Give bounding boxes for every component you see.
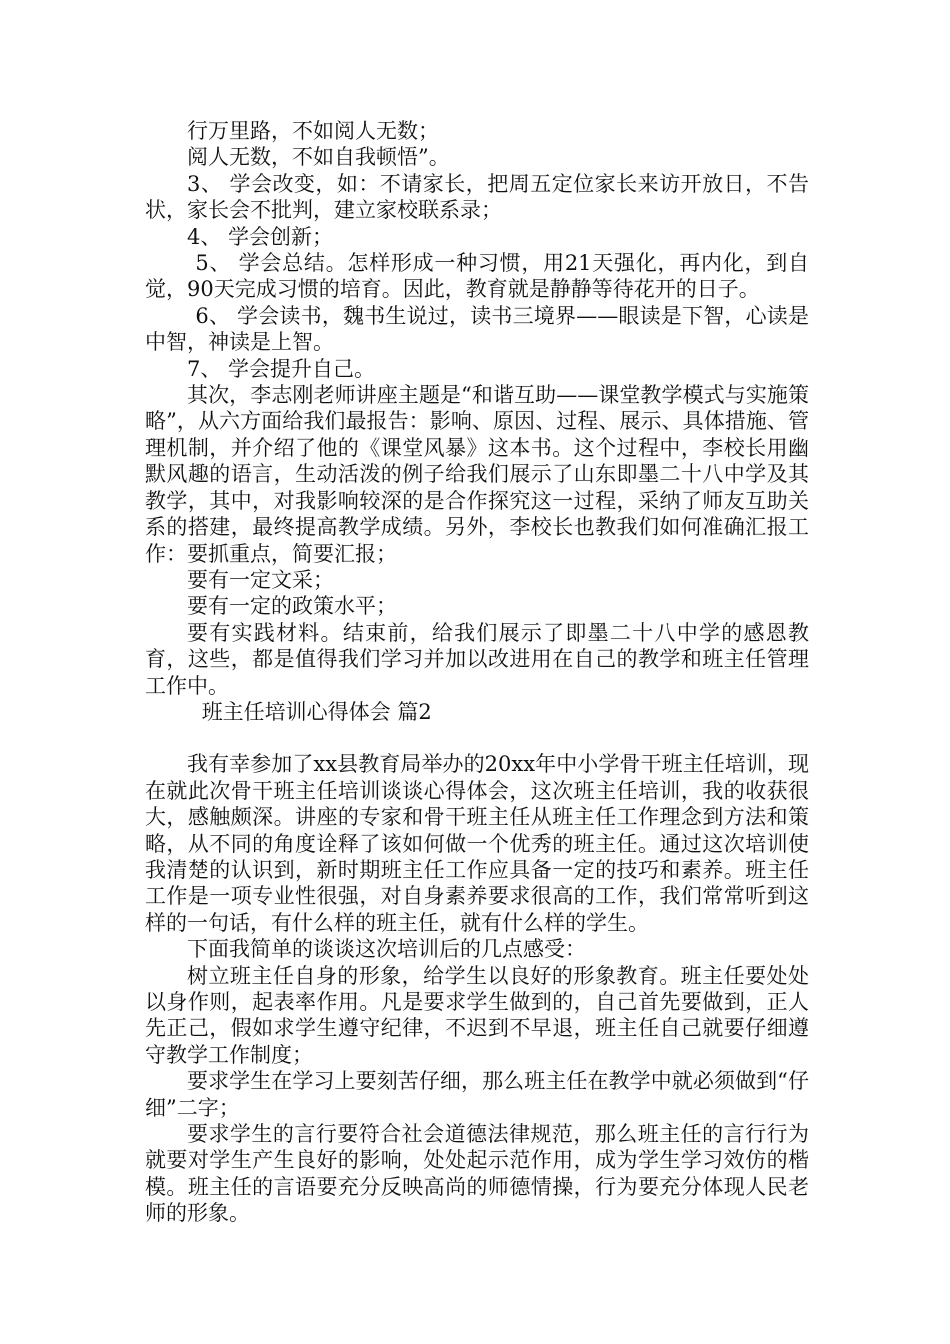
paragraph: 5、 学会总结。怎样形成一种习惯，用21天强化，再内化，到自觉，90天完成习惯的培育。因此，教育就是静静等待花开的日子。 xyxy=(145,251,809,302)
document-page xyxy=(145,118,809,1227)
paragraph: 下面我简单的谈谈这次培训后的几点感受： xyxy=(187,937,586,962)
paragraph: 3、 学会改变，如：不请家长，把周五定位家长来访开放日，不告状，家长会不批判，建立家校联系录； xyxy=(145,171,809,223)
paragraph: 阅人无数，不如自我顿悟”。 xyxy=(187,145,450,170)
paragraph: 4、 学会创新； xyxy=(187,224,334,249)
paragraph: 要有一定文采； xyxy=(187,567,334,592)
section-heading: 班主任培训心得体会 篇2 xyxy=(201,699,432,724)
paragraph: 要求学生的言行要符合社会道德法律规范，那么班主任的言行行为就要对学生产生良好的影响，处处起示范作用，成为学生学习效仿的楷模。班主任的言语要充分反映高尚的师德情操，行为要充分体现人民老师的形象。 xyxy=(145,1122,809,1226)
paragraph: 要求学生在学习上要刻苦仔细，那么班主任在教学中就必须做到“仔细”二字； xyxy=(145,1069,809,1120)
paragraph: 树立班主任自身的形象，给学生以良好的形象教育。班主任要处处以身作则，起表率作用。凡是要求学生做到的，自己首先要做到，正人先正己，假如求学生遵守纪律，不迟到不早退，班主任自己就要仔细遵守教学工作制度； xyxy=(145,963,809,1067)
paragraph: 行万里路，不如阅人无数； xyxy=(187,119,439,143)
paragraph: 7、 学会提升自己。 xyxy=(187,356,376,381)
blank-line xyxy=(145,725,809,751)
paragraph: 要有实践材料。结束前，给我们展示了即墨二十八中学的感恩教育，这些，都是值得我们学习并加以改进用在自己的教学和班主任管理工作中。 xyxy=(145,620,809,698)
paragraph: 要有一定的政策水平； xyxy=(187,594,397,619)
paragraph: 其次，李志刚老师讲座主题是“和谐互助——课堂教学模式与实施策略”，从六方面给我们最报告：影响、原因、过程、展示、具体措施、管理机制，并介绍了他的《课堂风暴》这本书。这个过程中，李校长用幽默风趣的语言，生动活泼的例子给我们展示了山东即墨二十八中学及其教学，其中，对我影响较深的是合作探究这一过程，采纳了师友互助关系的搭建，最终提高教学成绩。另外，李校长也教我们如何准确汇报工作：要抓重点，简要汇报； xyxy=(145,383,809,566)
paragraph: 6、 学会读书，魏书生说过，读书三境界——眼读是下智，心读是中智，神读是上智。 xyxy=(145,303,809,355)
paragraph: 我有幸参加了xx县教育局举办的20xx年中小学骨干班主任培训，现在就此次骨干班主任培训谈谈心得体会，这次班主任培训，我的收获很大，感触颇深。讲座的专家和骨干班主任从班主任工作理念到方法和策略，从不同的角度诠释了该如何做一个优秀的班主任。通过这次培训使我清楚的认识到，新时期班主任工作应具备一定的技巧和素养。班主任工作是一项专业性很强，对自身素养要求很高的工作，我们常常听到这样的一句话，有什么样的班主任，就有什么样的学生。 xyxy=(145,752,809,935)
